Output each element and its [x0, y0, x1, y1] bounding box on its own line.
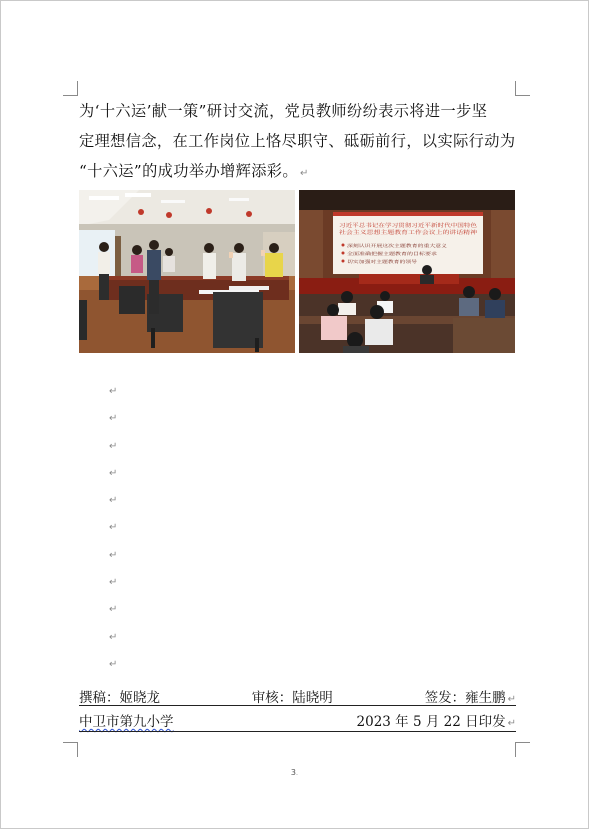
paragraph-mark-icon: ↵ [109, 440, 118, 452]
footer-signatures [79, 686, 516, 706]
footer-issue-info [79, 710, 516, 730]
photo-meeting-image [299, 190, 515, 353]
margin-corner-mark [63, 81, 78, 96]
svg-text:深刻认识开展这次主题教育的重大意义: 深刻认识开展这次主题教育的重大意义 [347, 243, 419, 248]
paragraph-mark-icon: ↵ [109, 549, 118, 561]
paragraph-mark-icon: ↵ [109, 413, 118, 425]
text-line-content: 为‘十六运’献一策”研讨交流，党员教师纷纷表示将进一步坚 [79, 102, 488, 120]
paragraph-mark-icon: ↵ [109, 495, 118, 507]
svg-text:社会主义思想主题教育工作会议上的讲话精神: 社会主义思想主题教育工作会议上的讲话精神 [339, 230, 439, 236]
paragraph-mark-icon: ↵ [507, 718, 516, 729]
drafter-label: 撰稿：姬晓龙 [79, 690, 160, 706]
school-name: 中卫市第九小学 [79, 714, 174, 730]
page-number-value: 3 [290, 768, 296, 777]
paragraph-mark-icon: ↵ [109, 658, 118, 670]
empty-lines [109, 386, 117, 686]
photo-oath-ceremony[interactable] [79, 190, 295, 353]
margin-corner-mark [63, 742, 78, 757]
issue-date: 2023 年 5 月 22 日印发 [356, 714, 506, 730]
paragraph-mark-icon: ↵ [507, 694, 516, 705]
paragraph-mark-icon: ↵ [299, 168, 309, 179]
text-line-content: 定理想信念，在工作岗位上恪尽职守、砥砺前行，以实际行动为 [79, 132, 516, 150]
svg-text:切实加强对主题教育的领导: 切实加强对主题教育的领导 [347, 259, 398, 264]
issuer-label: 签发：雍生鹏 [424, 690, 506, 706]
paragraph-mark-icon: ↵ [109, 577, 118, 589]
text-line [79, 126, 519, 156]
page-number: 3. [290, 768, 299, 777]
photo-oath-image [79, 190, 295, 353]
issuer-group [425, 686, 516, 706]
footer-rule-top [79, 705, 516, 706]
paragraph-mark-icon: ↵ [109, 467, 118, 479]
issue-date-group [357, 710, 516, 730]
paragraph-mark-icon: ↵ [109, 631, 118, 643]
paragraph-mark-icon: ↵ [109, 604, 118, 616]
reviewer-label: 审核：陆晓明 [251, 690, 333, 706]
footer-rule-bottom [79, 731, 516, 732]
svg-text:全面准确把握主题教育的目标要求: 全面准确把握主题教育的目标要求 [347, 251, 410, 256]
svg-text:习近平总书记在学习贯彻习近平新时代中国特色: 习近平总书记在学习贯彻习近平新时代中国特色 [339, 223, 445, 229]
paragraph-mark-icon: ↵ [109, 522, 118, 534]
text-line [79, 96, 519, 126]
margin-corner-mark [515, 81, 530, 96]
text-line [79, 156, 519, 189]
photo-study-meeting[interactable] [299, 190, 515, 353]
body-paragraph [79, 96, 519, 189]
paragraph-mark-icon: ↵ [109, 386, 118, 397]
text-line-content: “十六运”的成功举办增辉添彩。 [79, 162, 298, 180]
margin-corner-mark [515, 742, 530, 757]
